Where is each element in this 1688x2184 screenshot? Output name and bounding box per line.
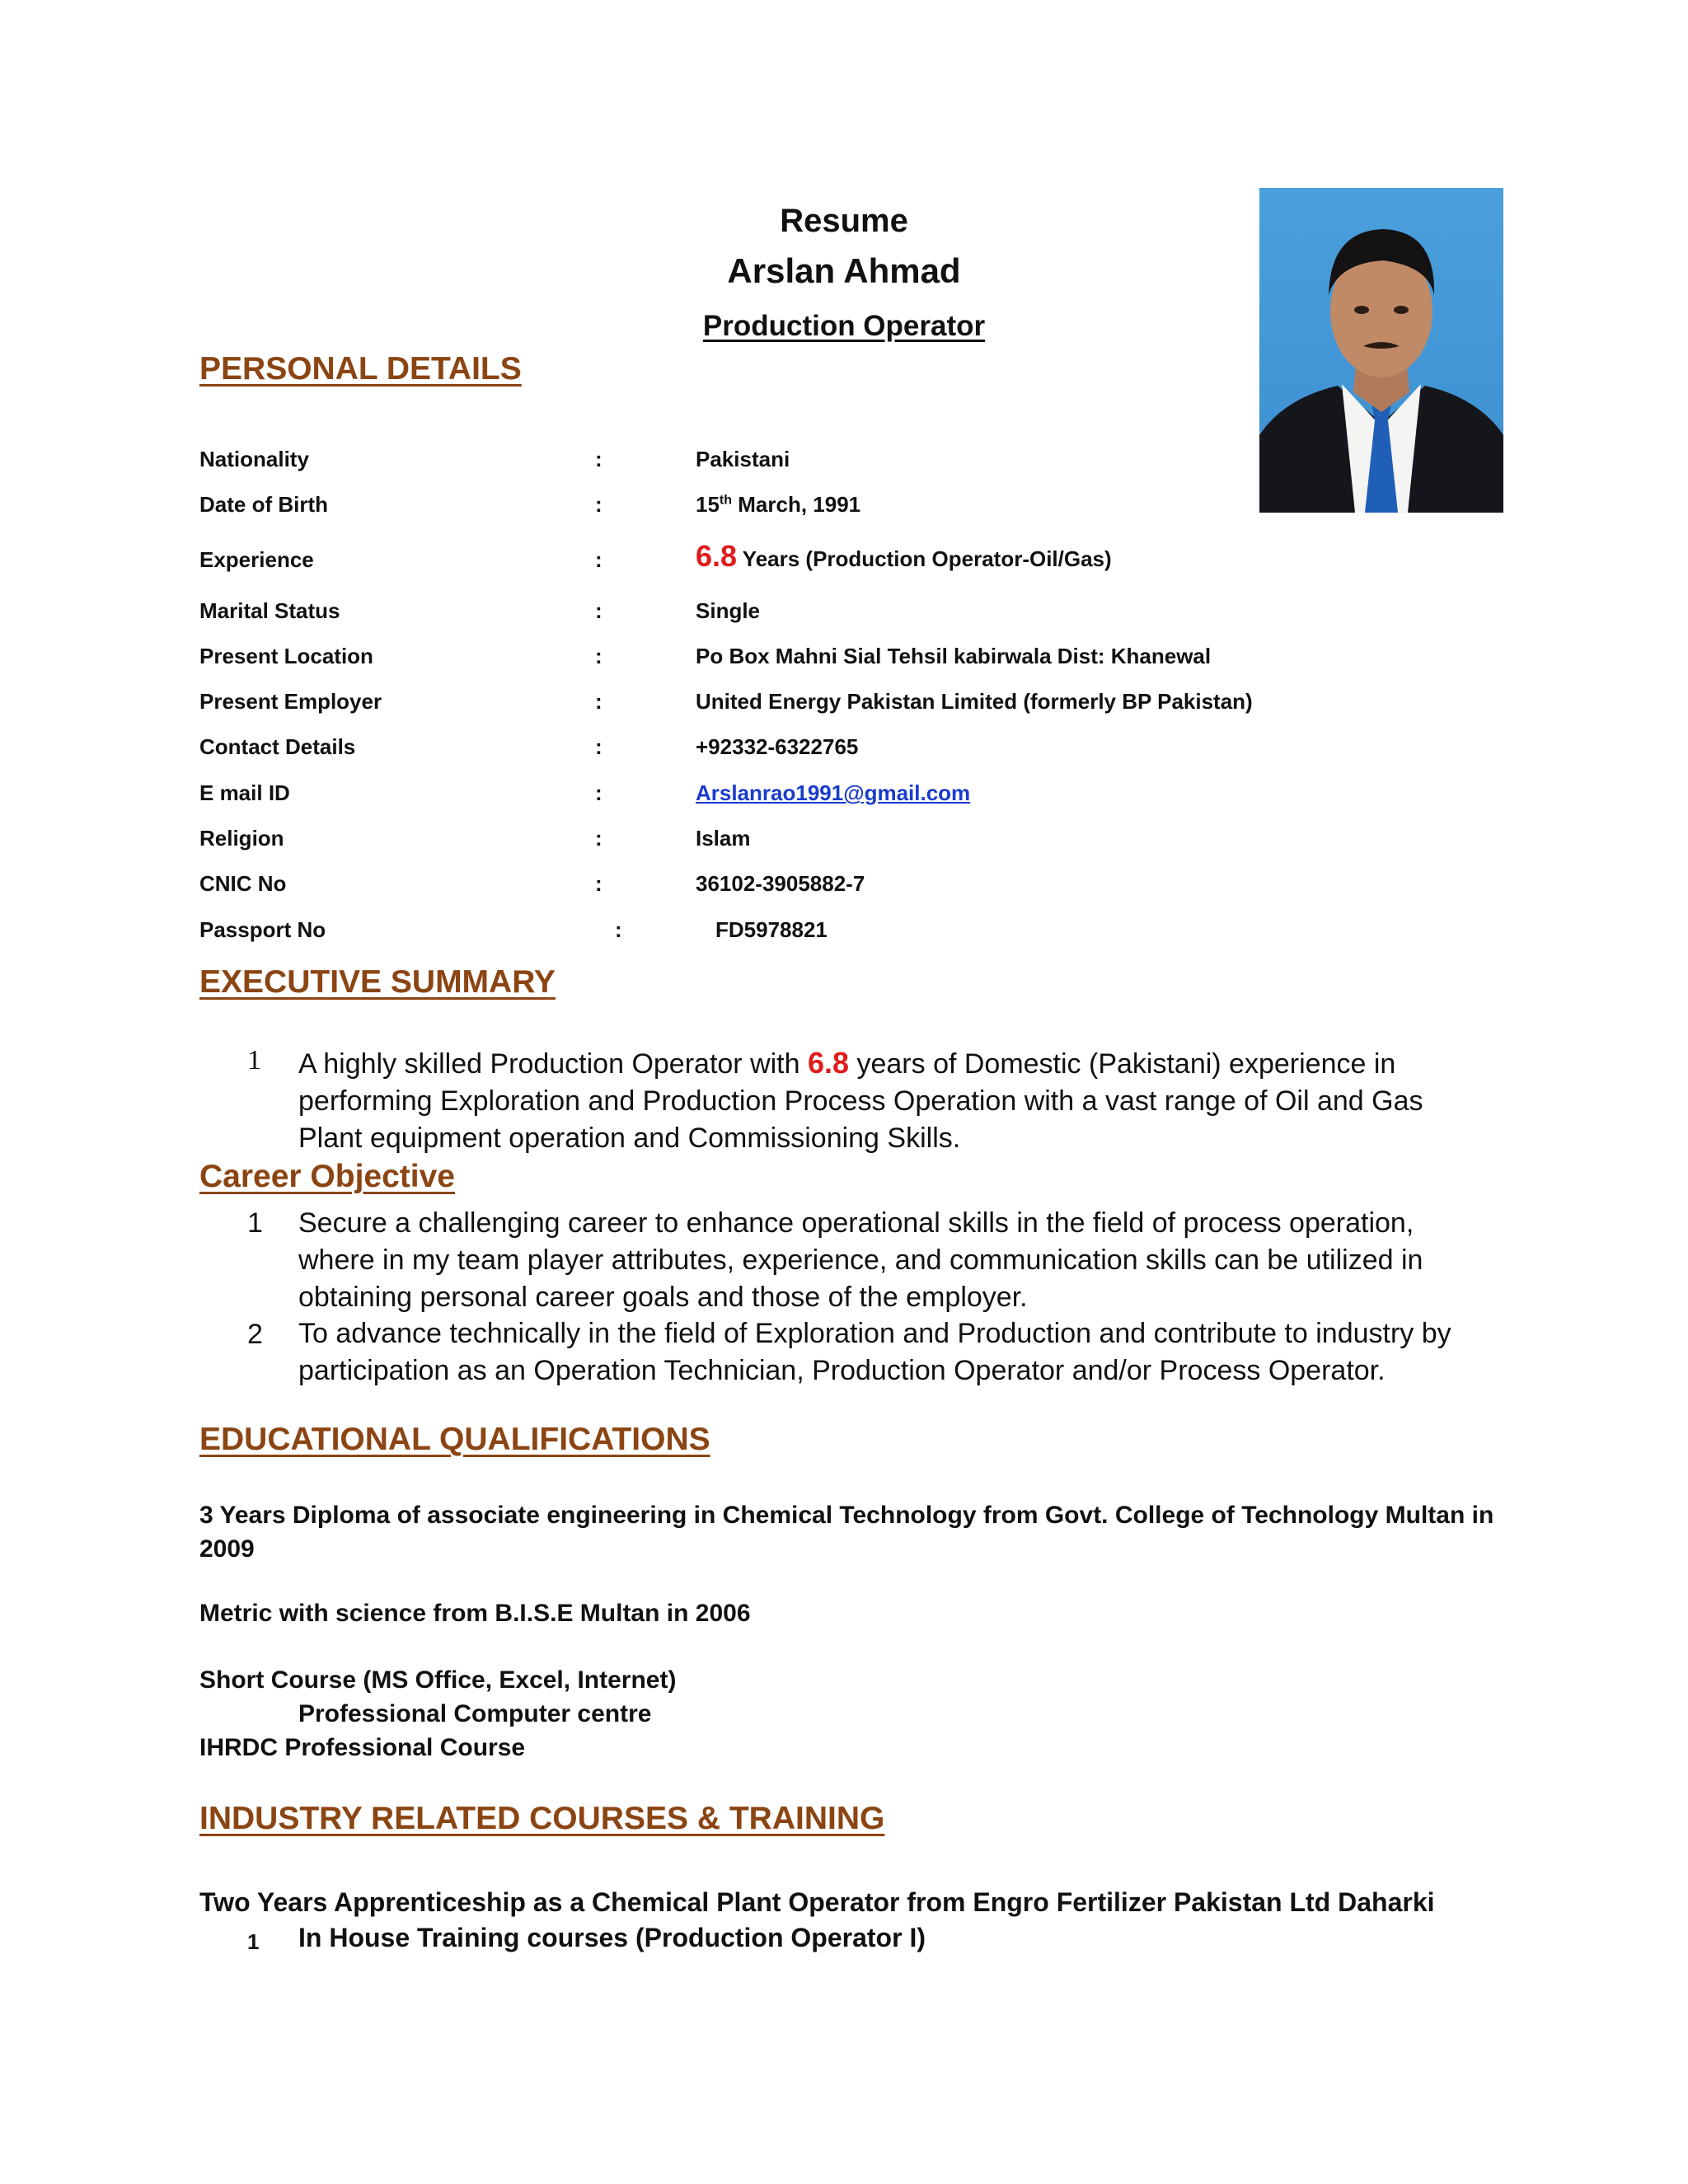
training-heading: INDUSTRY RELATED COURSES & TRAINING	[199, 1801, 885, 1836]
experience-years: 6.8	[696, 539, 738, 573]
email-row	[199, 780, 1436, 813]
career-objective-heading: Career Objective	[199, 1159, 456, 1194]
location-label: Present Location	[199, 644, 373, 668]
job-role: Production Operator	[702, 310, 986, 342]
education-diploma: 3 Years Diploma of associate engineering in Chemical Technology from Govt. College of Technology Multan in 2009	[199, 1502, 1494, 1563]
nationality-label: Nationality	[199, 447, 309, 471]
summary-number: 1	[247, 1045, 261, 1076]
training-item-text: In House Training courses (Production Operator I)	[298, 1923, 926, 1952]
separator: :	[615, 917, 622, 942]
objective-text-1: Secure a challenging career to enhance operational skills in the field of process operation, where in my team player attributes, experience, and communication skills can be utilized in obtaining personal career goals and those of the employer.	[298, 1207, 1423, 1313]
separator: :	[595, 780, 603, 805]
dob-suffix: th	[719, 493, 733, 508]
employer-value: United Energy Pakistan Limited (formerly BP Pakistan)	[696, 689, 1253, 714]
education-short-course: Short Course (MS Office, Excel, Internet)	[199, 1666, 677, 1694]
religion-value: Islam	[696, 826, 751, 851]
separator: :	[595, 492, 603, 517]
separator: :	[595, 734, 603, 759]
marital-row	[199, 598, 1436, 631]
dob-label: Date of Birth	[199, 492, 328, 517]
dob-value	[696, 492, 860, 518]
summary-years: 6.8	[807, 1046, 850, 1080]
summary-post: years of Domestic (Pakistani) experience in performing Exploration and Production Process Operation with a vast range of Oil and Gas Plant equipment operation and Commissioning Skills.	[298, 1048, 1423, 1154]
location-row	[199, 644, 1436, 677]
dob-rest: March, 1991	[732, 492, 861, 517]
separator: :	[595, 547, 603, 572]
resume-title: Resume	[780, 203, 908, 239]
contact-value: +92332-6322765	[696, 734, 859, 759]
passport-label: Passport No	[199, 917, 326, 942]
education-ihrdc: IHRDC Professional Course	[199, 1734, 526, 1761]
training-apprenticeship: Two Years Apprenticeship as a Chemical Plant Operator from Engro Fertilizer Pakistan Ltd Daharki	[199, 1887, 1435, 1917]
personal-details-heading: PERSONAL DETAILS	[199, 351, 522, 387]
education-metric: Metric with science from B.I.S.E Multan in 2006	[199, 1600, 751, 1627]
marital-label: Marital Status	[199, 598, 340, 623]
education-short-course-place: Professional Computer centre	[298, 1700, 652, 1727]
religion-row	[199, 826, 1436, 859]
separator: :	[595, 644, 603, 668]
email-label: E mail ID	[199, 780, 290, 805]
contact-row	[199, 734, 1436, 767]
experience-value	[696, 539, 1112, 574]
nationality-value: Pakistani	[696, 447, 790, 471]
summary-pre: A highly skilled Production Operator with	[298, 1048, 808, 1080]
separator: :	[595, 598, 603, 623]
separator: :	[595, 871, 603, 896]
cnic-label: CNIC No	[199, 871, 287, 896]
passport-value: FD5978821	[715, 917, 828, 942]
education-heading: EDUCATIONAL QUALIFICATIONS	[199, 1422, 710, 1457]
experience-rest: Years (Production Operator-Oil/Gas)	[737, 546, 1112, 571]
training-item-number: 1	[247, 1929, 260, 1954]
objective-number-1: 1	[247, 1207, 263, 1239]
experience-label: Experience	[199, 547, 314, 572]
summary-text	[298, 1044, 1493, 1157]
dob-row	[199, 492, 1436, 525]
location-value: Po Box Mahni Sial Tehsil kabirwala Dist: Khanewal	[696, 644, 1212, 668]
passport-row	[199, 917, 1436, 950]
objective-text-2: To advance technically in the field of Exploration and Production and contribute to industry by participation as an Operation Technician, Production Operator and/or Process Operator.	[298, 1318, 1451, 1386]
email-link[interactable]: Arslanrao1991@gmail.com	[696, 780, 971, 805]
candidate-name: Arslan Ahmad	[727, 251, 961, 290]
cnic-value: 36102-3905882-7	[696, 871, 865, 896]
employer-label: Present Employer	[199, 689, 382, 714]
objective-number-2: 2	[247, 1319, 263, 1350]
contact-label: Contact Details	[199, 734, 356, 759]
employer-row	[199, 689, 1436, 722]
experience-row	[199, 539, 1436, 577]
executive-summary-heading: EXECUTIVE SUMMARY	[199, 964, 556, 1000]
marital-value: Single	[696, 598, 761, 623]
separator: :	[595, 826, 603, 851]
nationality-row	[199, 447, 1436, 480]
religion-label: Religion	[199, 826, 284, 851]
separator: :	[595, 689, 603, 714]
separator: :	[595, 447, 603, 471]
cnic-row	[199, 871, 1436, 904]
dob-day: 15	[696, 492, 720, 517]
